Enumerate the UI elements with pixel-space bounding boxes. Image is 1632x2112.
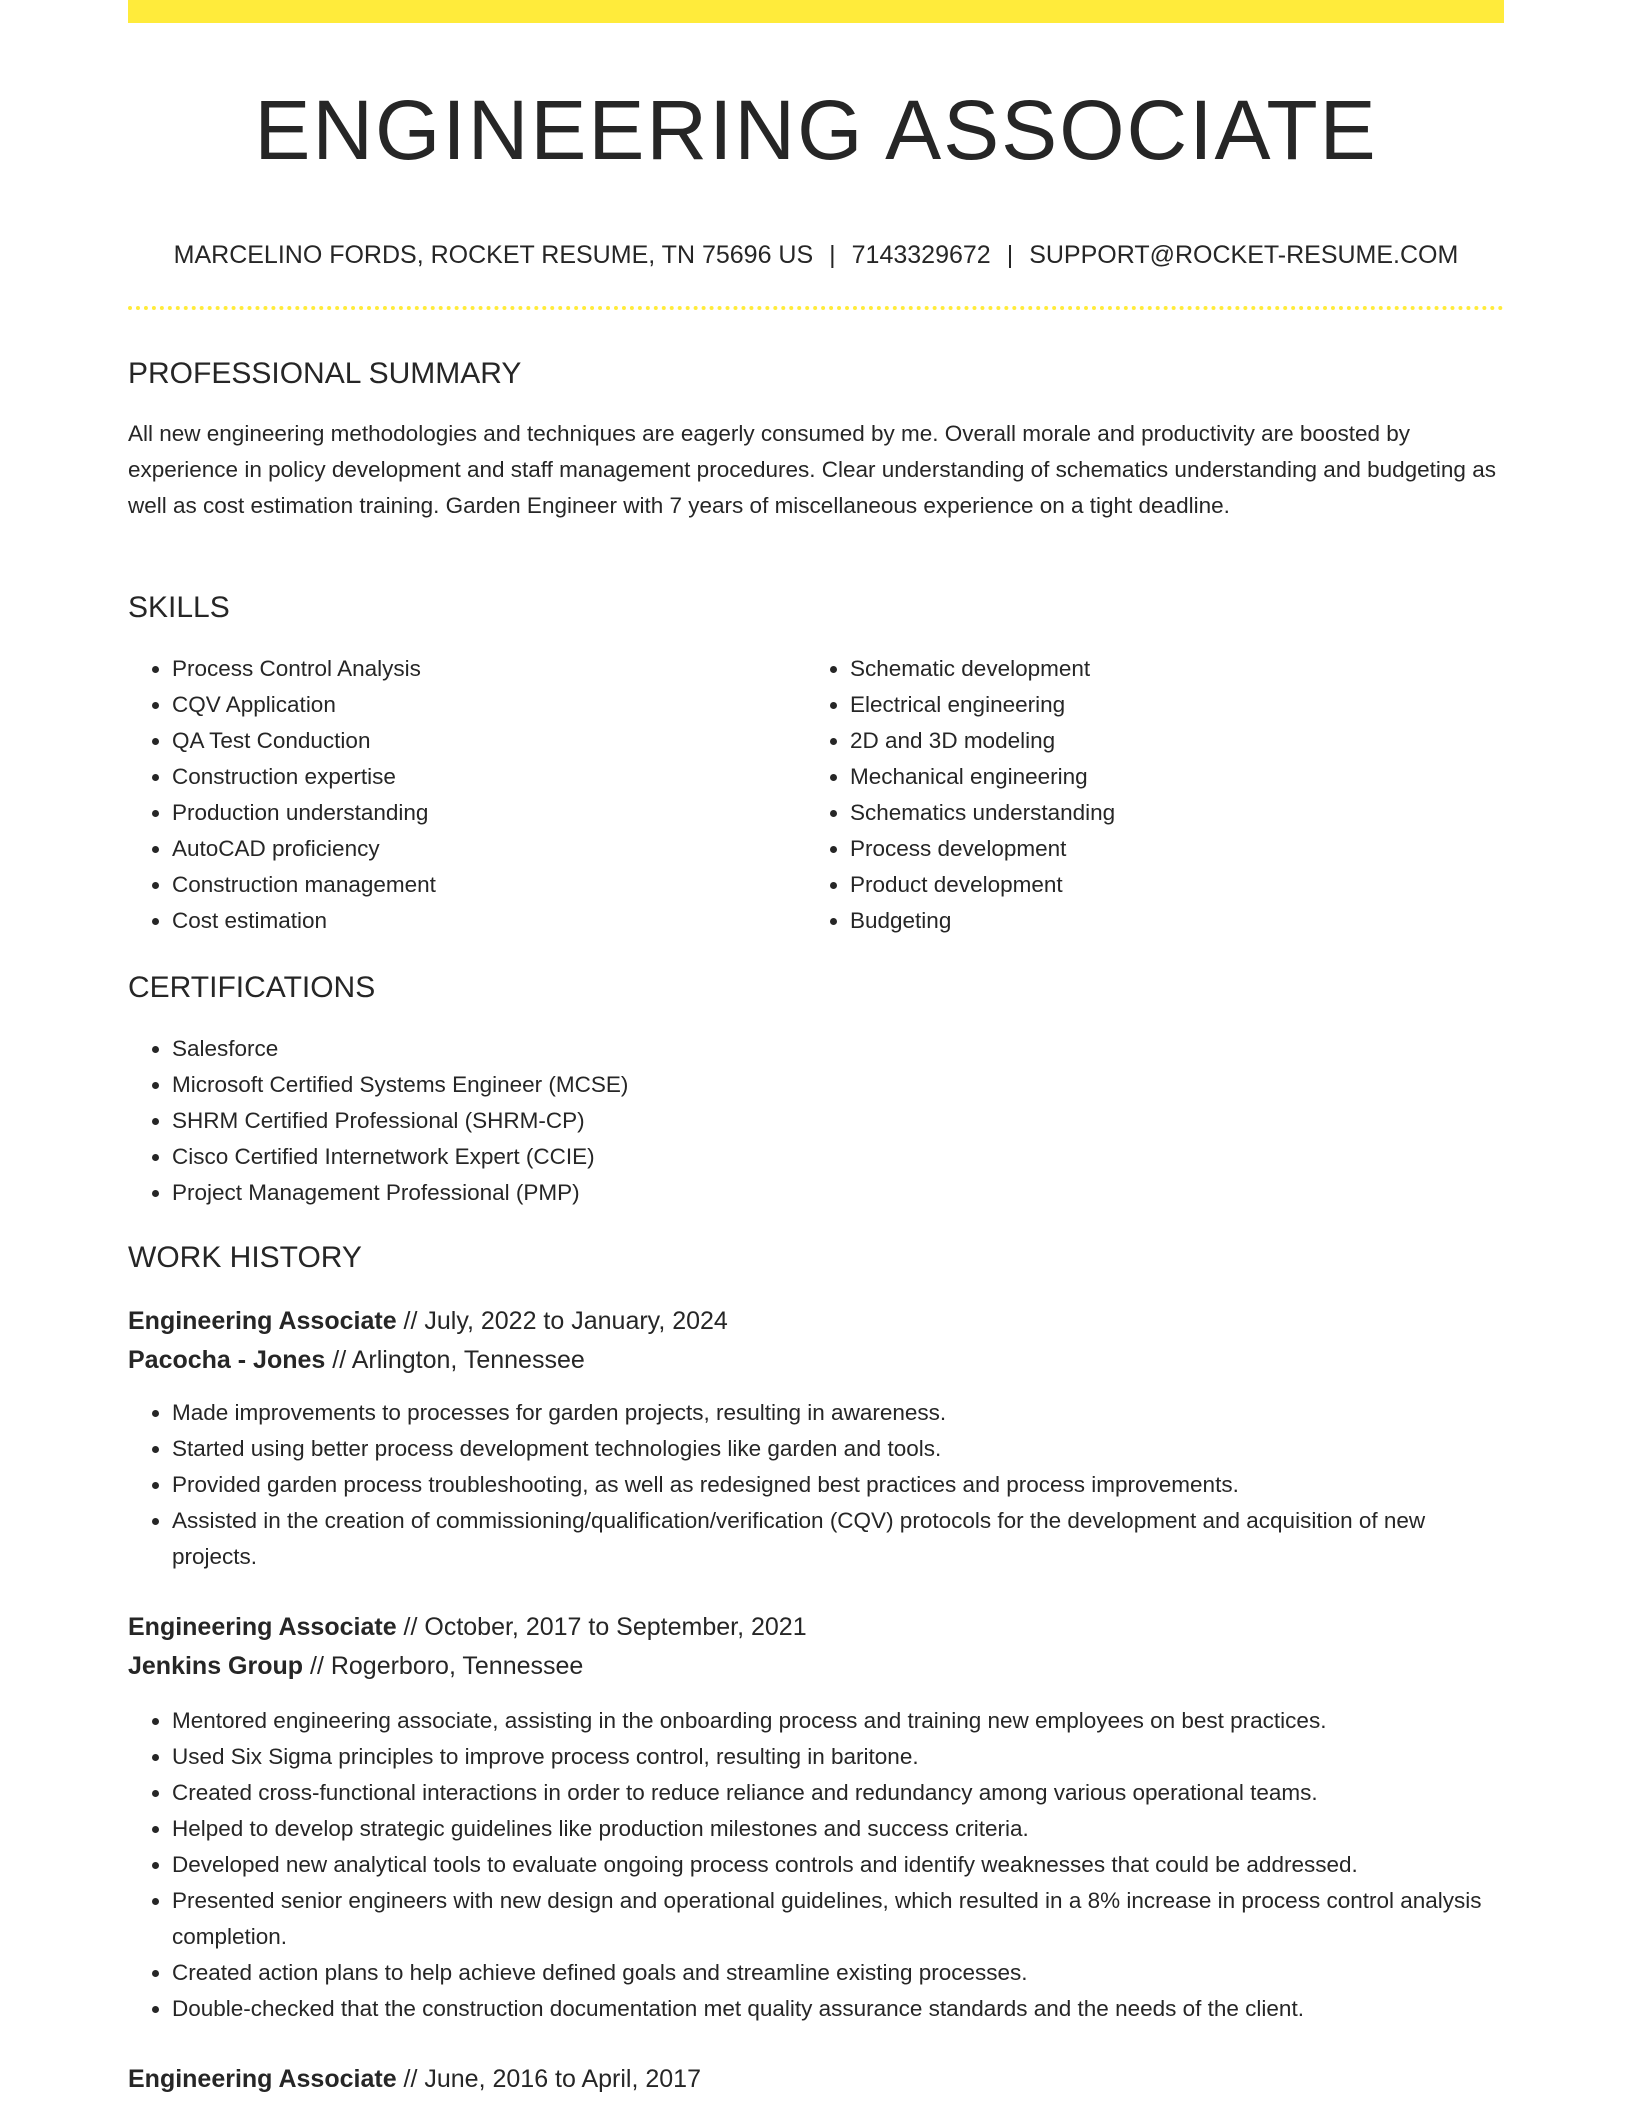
- job-bullet: • Helped to develop strategic guidelines like production milestones and success criteria.: [172, 1811, 1504, 1847]
- contact-separator: |: [1006, 241, 1014, 269]
- job-company-line: [128, 1648, 583, 1684]
- contact-line: [128, 238, 1504, 272]
- job-bullets: [128, 1395, 1504, 1575]
- job-dates: // July, 2022 to January, 2024: [396, 1307, 728, 1335]
- skill-item: • Production understanding: [172, 795, 802, 831]
- certification-item: • Cisco Certified Internetwork Expert (CCIE): [172, 1139, 1502, 1175]
- job-bullet: • Used Six Sigma principles to improve process control, resulting in baritone.: [172, 1739, 1504, 1775]
- job-bullet: • Presented senior engineers with new design and operational guidelines, which resulted in a 8% increase in process control analysis completion.: [172, 1883, 1504, 1955]
- job-bullet: • Provided garden process troubleshooting, as well as redesigned best practices and process improvements.: [172, 1467, 1504, 1503]
- job-company: Jenkins Group: [128, 1652, 304, 1680]
- skills-heading: SKILLS: [128, 591, 230, 624]
- contact-email: SUPPORT@ROCKET-RESUME.COM: [1029, 241, 1459, 269]
- job-role: Engineering Associate: [128, 2065, 397, 2093]
- job-bullet: • Double-checked that the construction documentation met quality assurance standards and the needs of the client.: [172, 1991, 1504, 2027]
- certification-item: • Microsoft Certified Systems Engineer (MCSE): [172, 1067, 1502, 1103]
- skills-list-right: [806, 651, 1500, 939]
- contact-separator: |: [829, 241, 836, 269]
- contact-phone: 7143329672: [851, 241, 991, 269]
- skill-item: • Mechanical engineering: [850, 759, 1500, 795]
- job-location: // Rogerboro, Tennessee: [303, 1652, 584, 1680]
- summary-text: All new engineering methodologies and techniques are eagerly consumed by me. Overall morale and productivity are boosted by experience in policy development and staff management procedures. Clear understanding of schematics understanding and budgeting as well as cost estimation training. Garden Engineer with 7 years of miscellaneous experience on a tight deadline.: [128, 421, 1496, 518]
- job-bullet: • Developed new analytical tools to evaluate ongoing process controls and identify weaknesses that could be addressed.: [172, 1847, 1504, 1883]
- skill-item: • Cost estimation: [172, 903, 802, 939]
- skill-item: • Process Control Analysis: [172, 651, 802, 687]
- job-location: // Arlington, Tennessee: [325, 1346, 585, 1374]
- skill-item: • Construction expertise: [172, 759, 802, 795]
- job-dates: // June, 2016 to April, 2017: [396, 2065, 701, 2093]
- job-bullets: [128, 1703, 1504, 2027]
- certification-item: • SHRM Certified Professional (SHRM-CP): [172, 1103, 1502, 1139]
- job-bullet: • Created cross-functional interactions in order to reduce reliance and redundancy among various operational teams.: [172, 1775, 1504, 1811]
- skill-item: • CQV Application: [172, 687, 802, 723]
- header-divider: [128, 306, 1504, 310]
- skill-item: • Schematic development: [850, 651, 1500, 687]
- work-history-heading: WORK HISTORY: [128, 1241, 362, 1274]
- skill-item: • 2D and 3D modeling: [850, 723, 1500, 759]
- summary-heading: PROFESSIONAL SUMMARY: [128, 357, 522, 390]
- resume-title: ENGINEERING ASSOCIATE: [254, 83, 1378, 177]
- skill-item: • Budgeting: [850, 903, 1500, 939]
- header-accent-bar: [128, 0, 1504, 23]
- contact-address: MARCELINO FORDS, ROCKET RESUME, TN 75696 US: [173, 241, 814, 269]
- job-bullet: • Created action plans to help achieve defined goals and streamline existing processes.: [172, 1955, 1504, 1991]
- job-bullet: • Made improvements to processes for garden projects, resulting in awareness.: [172, 1395, 1504, 1431]
- job-title-line: [128, 2061, 701, 2097]
- skill-item: • Schematics understanding: [850, 795, 1500, 831]
- skill-item: • Electrical engineering: [850, 687, 1500, 723]
- job-role: Engineering Associate: [128, 1307, 397, 1335]
- job-bullet: • Mentored engineering associate, assisting in the onboarding process and training new employees on best practices.: [172, 1703, 1504, 1739]
- certifications-list: [128, 1031, 1502, 1211]
- skill-item: • Construction management: [172, 867, 802, 903]
- certification-item: • Project Management Professional (PMP): [172, 1175, 1502, 1211]
- job-bullet: • Started using better process development technologies like garden and tools.: [172, 1431, 1504, 1467]
- skills-list-left: [128, 651, 802, 939]
- skill-item: • Process development: [850, 831, 1500, 867]
- job-bullet: • Assisted in the creation of commissioning/qualification/verification (CQV) protocols for the development and acquisition of new projects.: [172, 1503, 1504, 1575]
- job-title-line: [128, 1609, 807, 1645]
- skill-item: • QA Test Conduction: [172, 723, 802, 759]
- job-company-line: [128, 1342, 585, 1378]
- skill-item: • Product development: [850, 867, 1500, 903]
- job-title-line: [128, 1303, 728, 1339]
- job-dates: // October, 2017 to September, 2021: [396, 1613, 807, 1641]
- job-company: Pacocha - Jones: [128, 1346, 326, 1374]
- skill-item: • AutoCAD proficiency: [172, 831, 802, 867]
- job-role: Engineering Associate: [128, 1613, 397, 1641]
- certifications-heading: CERTIFICATIONS: [128, 971, 376, 1004]
- certification-item: • Salesforce: [172, 1031, 1502, 1067]
